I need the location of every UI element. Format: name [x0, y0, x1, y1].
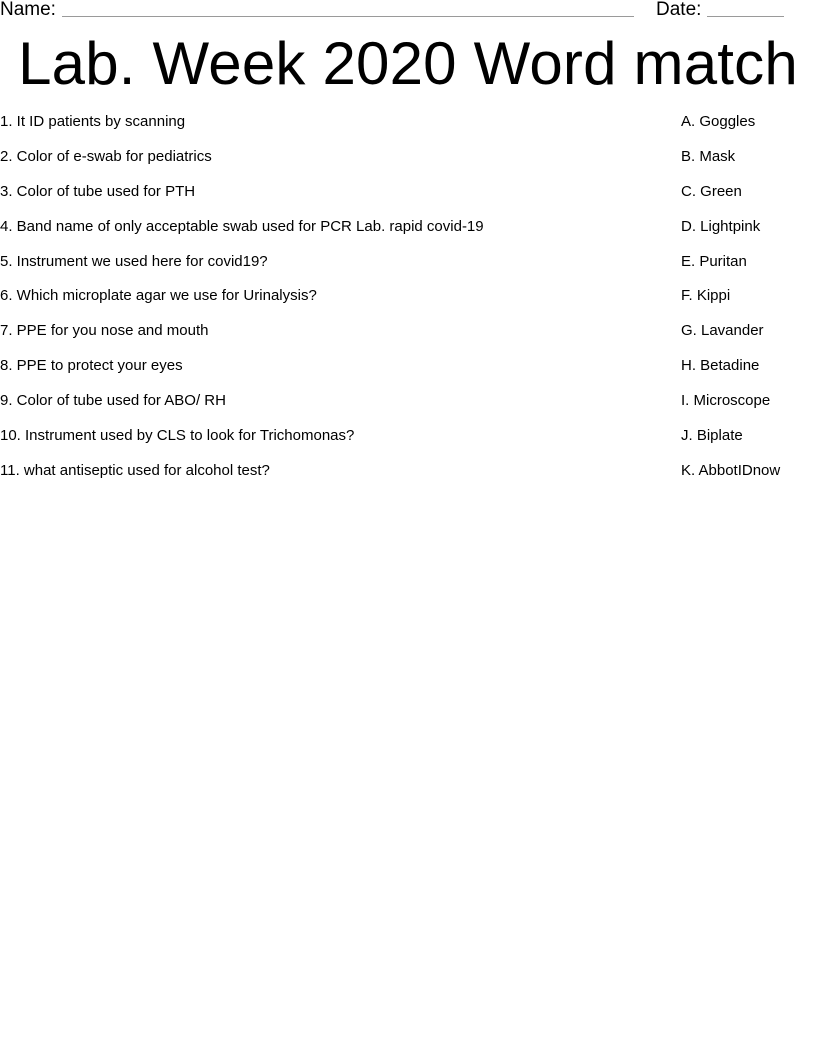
clue-item: 9. Color of tube used for ABO/ RH	[0, 392, 226, 410]
answer-item: C. Green	[681, 182, 742, 200]
answer-item: D. Lightpink	[681, 217, 761, 235]
clue-item: 2. Color of e-swab for pediatrics	[0, 147, 212, 165]
clue-item: 7. PPE for you nose and mouth	[0, 322, 209, 340]
clue-item: 8. PPE to protect your eyes	[0, 357, 183, 375]
clue-item: 10. Instrument used by CLS to look for Trichomonas?	[0, 427, 355, 445]
answer-item: G. Lavander	[681, 322, 764, 340]
clue-item: 5. Instrument we used here for covid19?	[0, 252, 268, 270]
answer-item: E. Puritan	[681, 252, 747, 270]
answer-item: K. AbbotIDnow	[681, 461, 781, 479]
worksheet-header	[0, 0, 816, 22]
page-title: Lab. Week 2020 Word match	[18, 30, 798, 97]
clue-list	[0, 111, 640, 495]
answer-item: I. Microscope	[681, 392, 771, 410]
name-label: Name:	[0, 0, 56, 20]
clue-item: 4. Band name of only acceptable swab used for PCR Lab. rapid covid-19	[0, 217, 484, 235]
answer-item: J. Biplate	[681, 427, 743, 445]
clue-item: 11. what antiseptic used for alcohol test?	[0, 461, 270, 479]
date-blank-line[interactable]	[707, 16, 784, 17]
date-label: Date:	[656, 0, 702, 20]
answer-item: H. Betadine	[681, 357, 760, 375]
clue-item: 3. Color of tube used for PTH	[0, 182, 196, 200]
clue-item: 6. Which microplate agar we use for Urinalysis?	[0, 287, 317, 305]
answer-item: A. Goggles	[681, 113, 756, 130]
answer-list	[681, 111, 811, 495]
answer-item: B. Mask	[681, 147, 736, 165]
name-blank-line[interactable]	[62, 16, 634, 17]
answer-item: F. Kippi	[681, 287, 731, 305]
clue-item: 1. It ID patients by scanning	[0, 113, 186, 130]
